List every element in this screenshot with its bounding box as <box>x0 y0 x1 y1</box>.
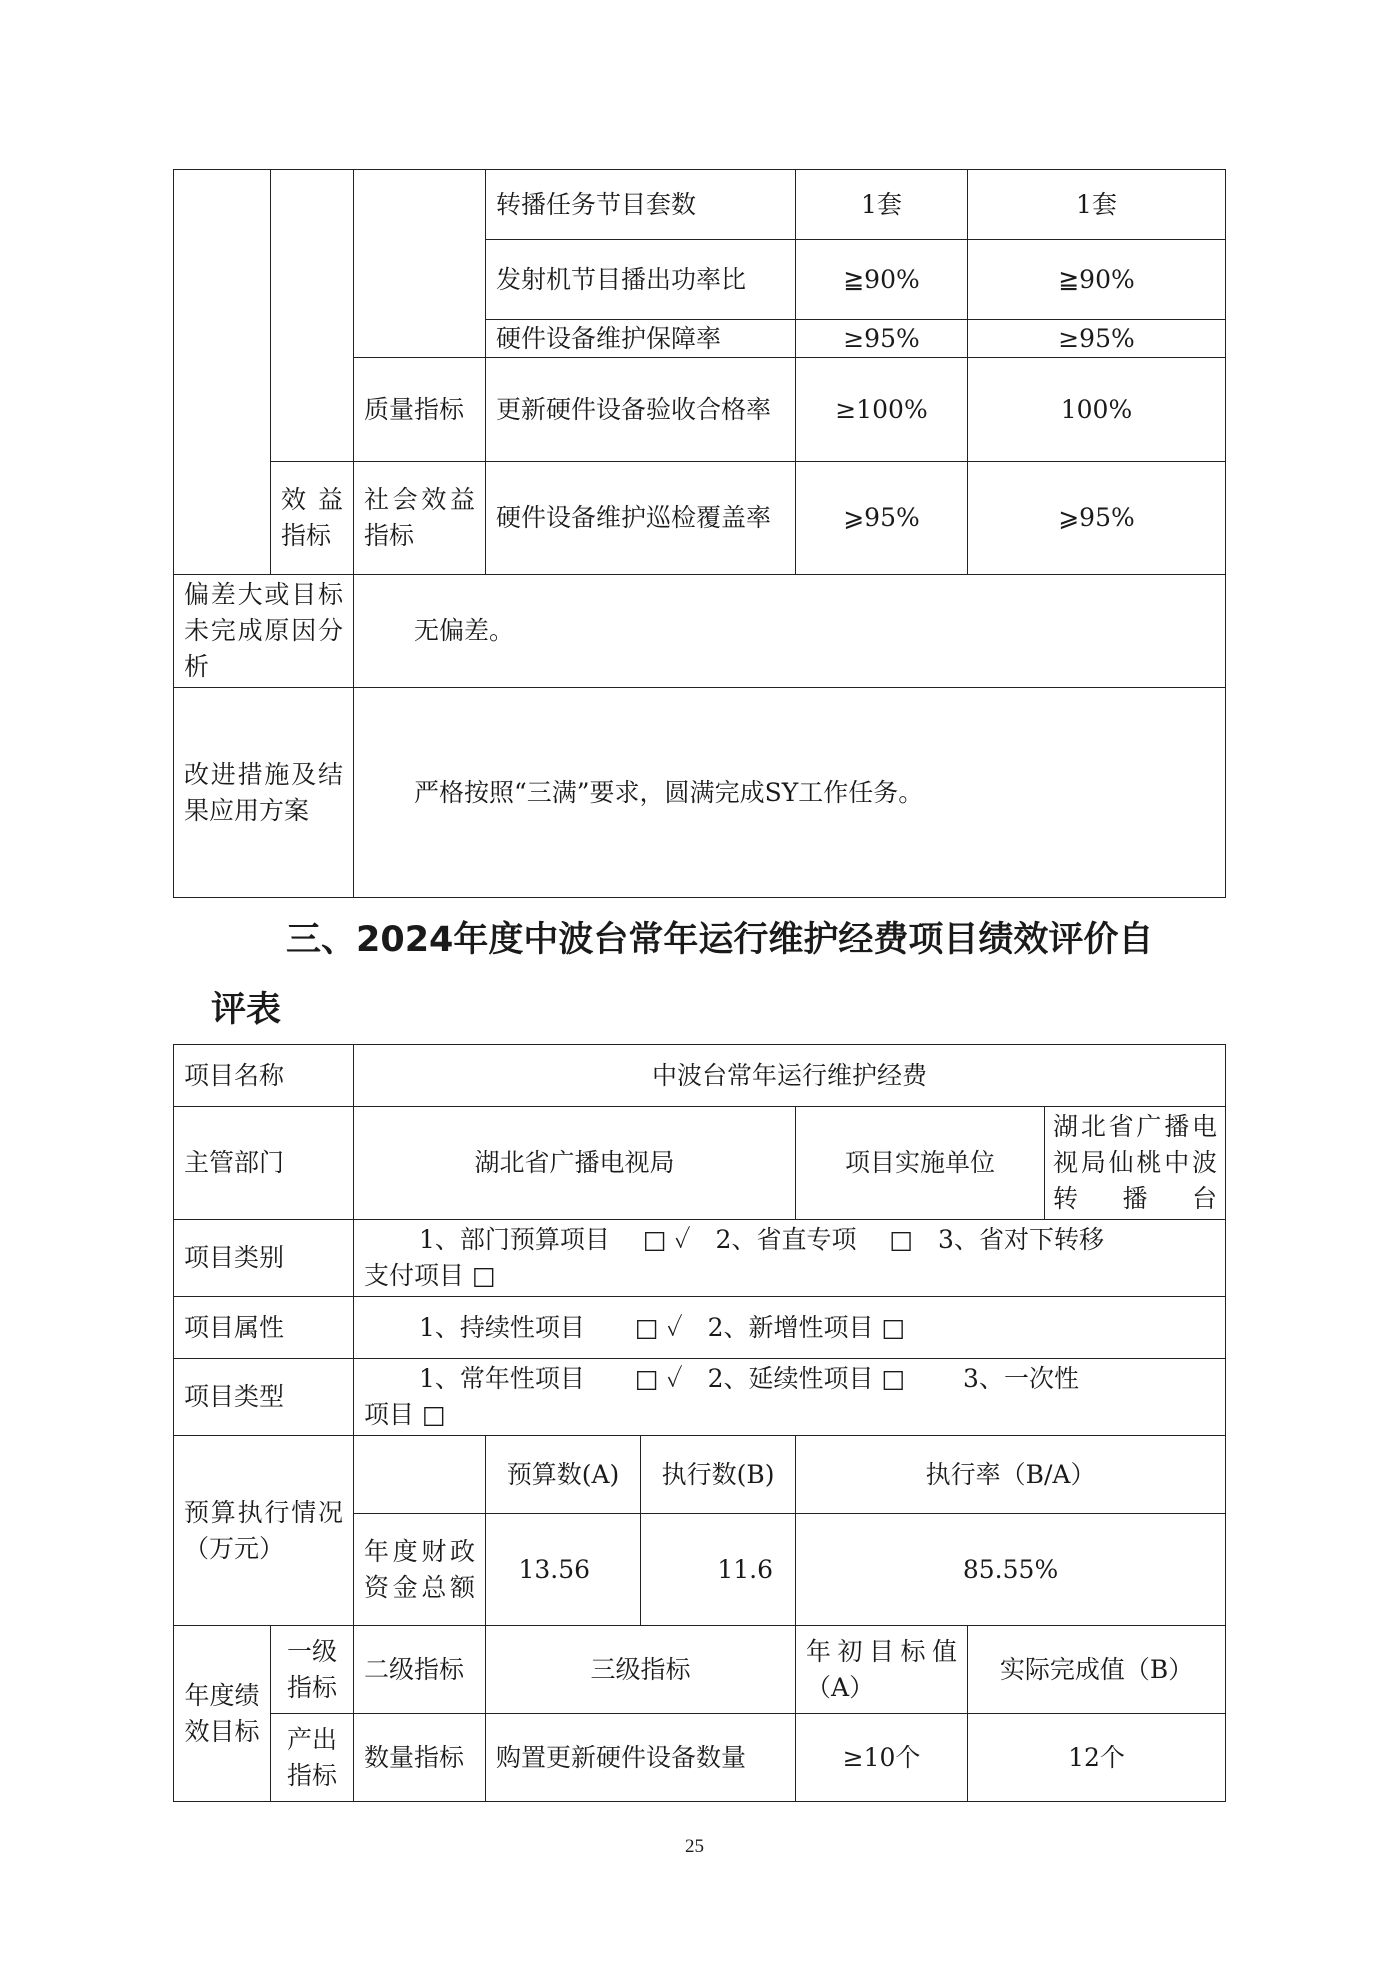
dept-value: 湖北省广播电视局 <box>354 1107 796 1220</box>
category-line-2: 支付项目 □ <box>364 1261 496 1290</box>
target-value: ≧90% <box>796 240 968 320</box>
type-line-1: 1、常年性项目 □ ✓ 2、延续性项目 □ 3、一次性 <box>419 1364 1079 1393</box>
dept-label: 主管部门 <box>174 1107 354 1220</box>
level1-header: 一级指标 <box>271 1626 354 1714</box>
target-value: 1套 <box>796 170 968 240</box>
budget-rate-value: 85.55% <box>796 1514 1226 1626</box>
type-line-2: 项目 □ <box>364 1400 446 1429</box>
performance-table-continued <box>173 169 1226 898</box>
actual-value: ≥95% <box>968 320 1226 358</box>
perf-actual: 12个 <box>968 1714 1226 1802</box>
actual-header: 实际完成值（B） <box>968 1626 1226 1714</box>
attr-label: 项目属性 <box>174 1297 354 1359</box>
attr-options: 1、持续性项目 □ ✓ 2、新增性项目 □ <box>354 1297 1226 1359</box>
impl-value: 湖北省广播电视局仙桃中波转播台 <box>1045 1107 1226 1220</box>
improvement-label: 改进措施及结果应用方案 <box>174 688 354 898</box>
budget-label: 预算执行情况（万元） <box>174 1436 354 1626</box>
target-header: 年初目标值（A） <box>796 1626 968 1714</box>
budget-a-value: 13.56 <box>486 1514 641 1626</box>
perf-level1: 产出指标 <box>271 1714 354 1802</box>
indicator-cell: 硬件设备维护保障率 <box>486 320 796 358</box>
category-line-1: 1、部门预算项目 □ ✓ 2、省直专项 □ 3、省对下转移 <box>419 1225 1104 1254</box>
deviation-label: 偏差大或目标未完成原因分析 <box>174 575 354 688</box>
indicator-cell: 更新硬件设备验收合格率 <box>486 358 796 462</box>
indicator-cell: 硬件设备维护巡检覆盖率 <box>486 462 796 575</box>
perf-label: 年度绩效目标 <box>174 1626 271 1802</box>
indicator-cell: 转播任务节目套数 <box>486 170 796 240</box>
self-evaluation-table <box>173 1044 1226 1802</box>
deviation-value: 无偏差。 <box>354 575 1226 688</box>
level2-cell: 质量指标 <box>354 358 486 462</box>
section-heading: 三、2024年度中波台常年运行维护经费项目绩效评价自 <box>286 920 1154 960</box>
target-value: ≥95% <box>796 320 968 358</box>
target-value: ≥100% <box>796 358 968 462</box>
level2-header: 二级指标 <box>354 1626 486 1714</box>
actual-value: 100% <box>968 358 1226 462</box>
budget-b-label: 执行数(B) <box>641 1436 796 1514</box>
impl-label: 项目实施单位 <box>796 1107 1045 1220</box>
target-value: ⩾95% <box>796 462 968 575</box>
blank-cell <box>271 170 354 462</box>
budget-b-value: 11.6 <box>641 1514 796 1626</box>
project-name-label: 项目名称 <box>174 1045 354 1107</box>
budget-a-label: 预算数(A) <box>486 1436 641 1514</box>
budget-rate-label: 执行率（B/A） <box>796 1436 1226 1514</box>
fund-label: 年度财政资金总额 <box>354 1514 486 1626</box>
improvement-value: 严格按照“三满”要求，圆满完成SY工作任务。 <box>354 688 1226 898</box>
blank-cell <box>354 170 486 358</box>
project-name: 中波台常年运行维护经费 <box>354 1045 1226 1107</box>
level2-cell: 社会效益指标 <box>354 462 486 575</box>
category-label: 项目类别 <box>174 1220 354 1297</box>
type-options <box>354 1359 1226 1436</box>
type-label: 项目类型 <box>174 1359 354 1436</box>
actual-value: ≧90% <box>968 240 1226 320</box>
category-options <box>354 1220 1226 1297</box>
level3-header: 三级指标 <box>486 1626 796 1714</box>
page-number: 25 <box>685 1836 704 1857</box>
blank-cell <box>354 1436 486 1514</box>
perf-level2: 数量指标 <box>354 1714 486 1802</box>
actual-value: 1套 <box>968 170 1226 240</box>
section-heading-continued: 评表 <box>211 990 282 1030</box>
actual-value: ⩾95% <box>968 462 1226 575</box>
level1-cell: 效益指标 <box>271 462 354 575</box>
indicator-cell: 发射机节目播出功率比 <box>486 240 796 320</box>
perf-indicator: 购置更新硬件设备数量 <box>486 1714 796 1802</box>
perf-target: ≥10个 <box>796 1714 968 1802</box>
blank-cell <box>174 170 271 575</box>
